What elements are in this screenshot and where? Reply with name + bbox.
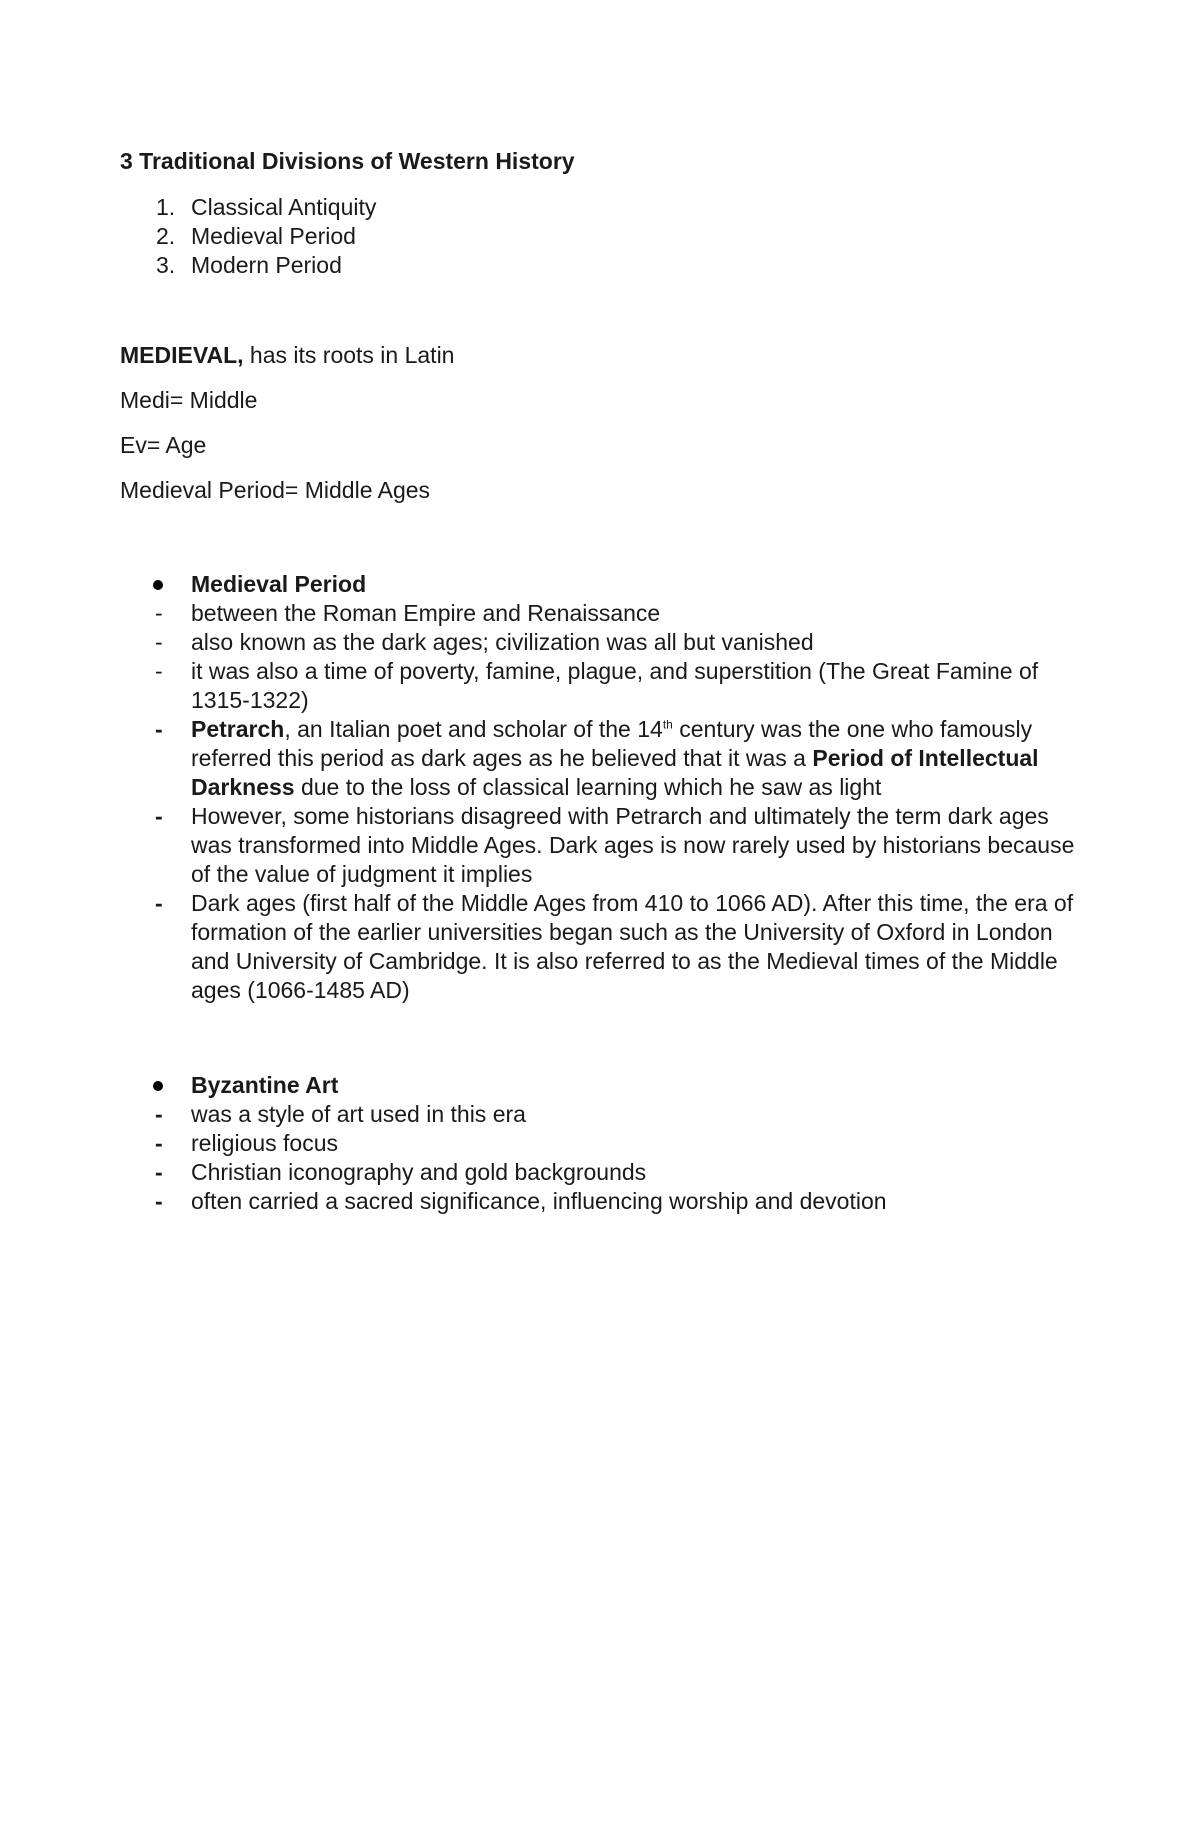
list-item-text: was a style of art used in this era [191, 1101, 526, 1127]
dash-marker: - [155, 658, 163, 684]
person-name: Petrarch [191, 716, 285, 742]
list-item [120, 715, 1080, 802]
dash-marker: - [155, 1188, 163, 1214]
dash-marker: - [155, 1101, 163, 1127]
dash-marker: - [155, 890, 163, 916]
byzantine-art-section [120, 1071, 1080, 1216]
section-title-text: Byzantine Art [191, 1072, 339, 1098]
section-title [120, 1071, 1080, 1100]
list-item [120, 889, 1080, 1005]
ordinal-suffix: th [662, 717, 673, 732]
text-run: century was the one who famously referred this period as dark ages as he believed that it was a [191, 716, 1033, 771]
list-item-text: often carried a sacred significance, influencing worship and devotion [191, 1188, 887, 1214]
list-item [120, 251, 376, 280]
list-item-text: Dark ages (first half of the Middle Ages from 410 to 1066 AD). After this time, the era of formation of the earlier universities began such as the University of Oxford in London and University of Cambridge. It is also referred to as the Medieval times of the Middle ages (1066-1485 AD) [191, 890, 1074, 1003]
list-item-label: Classical Antiquity [191, 194, 377, 220]
list-item-text: between the Roman Empire and Renaissance [191, 600, 661, 626]
bullet-icon [153, 1081, 163, 1091]
list-item [120, 628, 1080, 657]
definition-line: Medi= Middle [120, 387, 258, 413]
list-item [120, 1129, 1080, 1158]
bullet-icon [153, 580, 163, 590]
list-item [120, 599, 1080, 628]
list-item-text: Christian iconography and gold backgrounds [191, 1159, 647, 1185]
list-item [120, 802, 1080, 889]
byzantine-notes-list [120, 1100, 1080, 1216]
dash-marker: - [155, 600, 163, 626]
dash-marker: - [155, 1130, 163, 1156]
term-keyword: MEDIEVAL, [120, 342, 244, 368]
text-run: , an Italian poet and scholar of the 14 [284, 716, 663, 742]
section-title [120, 570, 1080, 599]
text-run: due to the loss of classical learning which he saw as light [294, 774, 882, 800]
keyword-phrase: Period of Intellectual Darkness [191, 745, 1039, 800]
divisions-list [120, 193, 376, 280]
list-item [120, 1187, 1080, 1216]
definition-line: Ev= Age [120, 432, 207, 458]
term-description: has its roots in Latin [243, 342, 455, 368]
list-item-text: However, some historians disagreed with Petrarch and ultimately the term dark ages was transformed into Middle Ages. Dark ages is now rarely used by historians because of the value of judgment it implies [191, 803, 1075, 887]
dash-marker: - [155, 716, 163, 742]
list-item-text [191, 716, 1039, 800]
list-item [120, 1158, 1080, 1187]
list-item [120, 222, 376, 251]
etymology-definitions [120, 341, 454, 521]
list-number: 2. [156, 223, 176, 249]
list-item-label: Modern Period [191, 252, 342, 278]
list-item-text: it was also a time of poverty, famine, plague, and superstition (The Great Famine of 1315-1322) [191, 658, 1039, 713]
page-heading: 3 Traditional Divisions of Western History [120, 148, 575, 174]
list-number: 3. [156, 252, 176, 278]
list-item [120, 193, 376, 222]
list-item-text: religious focus [191, 1130, 339, 1156]
list-number: 1. [156, 194, 176, 220]
dash-marker: - [155, 1159, 163, 1185]
list-item [120, 657, 1080, 715]
list-item-text: also known as the dark ages; civilization was all but vanished [191, 629, 814, 655]
section-title-text: Medieval Period [191, 571, 367, 597]
medieval-period-section [120, 570, 1080, 1005]
definition-line: Medieval Period= Middle Ages [120, 477, 431, 503]
dash-marker: - [155, 803, 163, 829]
list-item-label: Medieval Period [191, 223, 356, 249]
medieval-notes-list [120, 599, 1080, 1005]
definition-line [120, 341, 454, 370]
dash-marker: - [155, 629, 163, 655]
list-item [120, 1100, 1080, 1129]
